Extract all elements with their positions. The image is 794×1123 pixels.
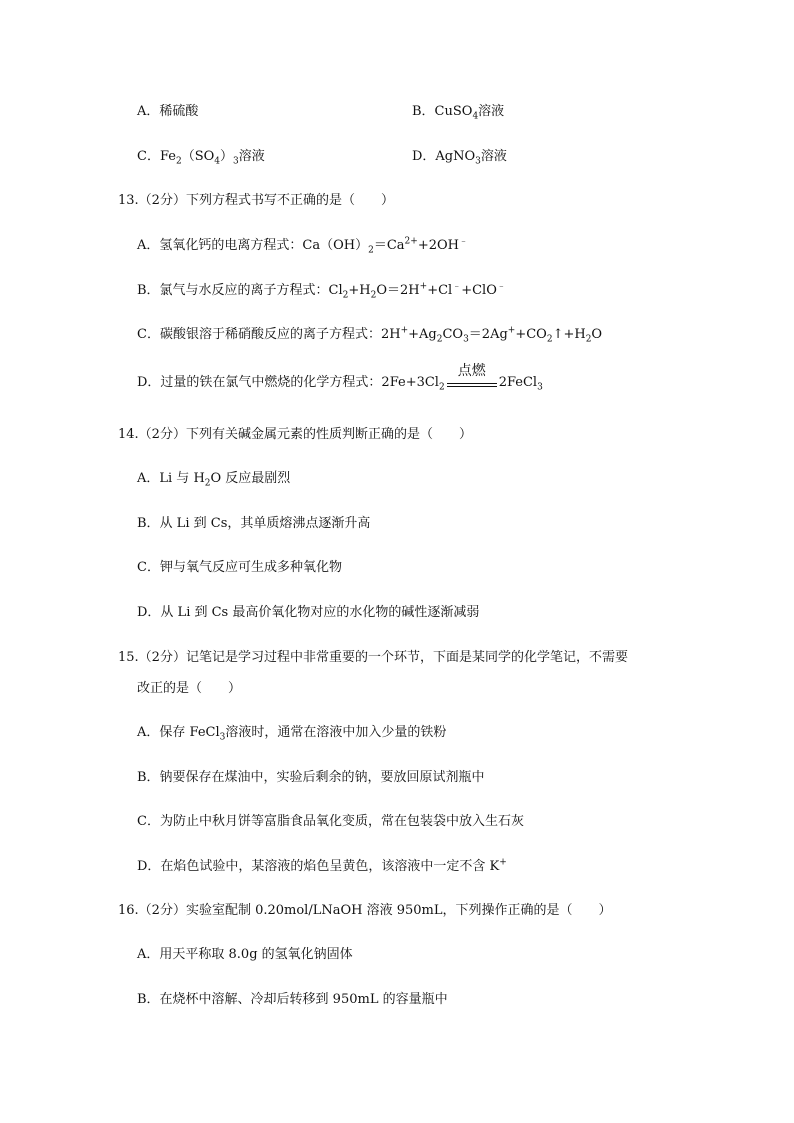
q12-option-c-text: C．Fe [137,149,176,164]
q16-option-a-text: A．用天平称取 8.0g 的氢氧化钠固体 [137,947,353,962]
q15-option-d [137,858,507,876]
q15-stem [118,649,628,667]
q13-option-b-mid1: +H [348,283,371,298]
q12-option-a-text: A．稀硫酸 [137,104,199,119]
subscript: 3 [475,156,481,167]
q12-option-b-text: B．CuSO [412,104,473,119]
q16-stem-text: 16.（2分）实验室配制 0.20mol/LNaOH 溶液 950mL，下列操作正确的是（ ） [118,903,612,918]
q15-option-a-text: A．保存 FeCl [137,725,220,740]
subscript: 2 [370,290,377,301]
q16-option-a [137,946,353,964]
superscript: + [507,325,516,336]
q12-option-c-mid: （SO [181,149,215,164]
q12-option-c-tail: 溶液 [238,149,265,164]
q13-option-c-mid1: +Ag [408,327,437,342]
q13-option-c-mid4: +CO [515,327,547,342]
q13-option-a-text: A．氢氧化钙的电离方程式：Ca（OH） [137,238,369,253]
q13-option-c-post: ↑+H [552,327,586,342]
q13-option-b-mid2: O＝2H [376,283,420,298]
q13-option-b-text: B．氯气与水反应的离子方程式：Cl [137,283,343,298]
q15-stem-line1: 15.（2分）记笔记是学习过程中非常重要的一个环节，下面是某同学的化学笔记，不需要 [118,650,628,665]
superscript: + [499,857,507,868]
q15-stem-line2: 改正的是（ ） [137,681,242,696]
q13-option-d [137,363,543,393]
superscript: ﹣ [452,281,462,292]
q16-option-b-text: B．在烧杯中溶解、冷却后转移到 950mL 的容量瓶中 [137,992,448,1007]
q12-option-a [137,103,198,121]
q12-option-b [412,103,504,121]
superscript: + [419,281,428,292]
q13-option-b [137,282,506,300]
q14-option-a [137,470,290,488]
superscript: 2+ [404,236,418,247]
q14-option-c-text: C．钾与氧气反应可生成多种氧化物 [137,560,342,575]
subscript: 3 [463,334,469,345]
superscript: ﹣ [496,281,506,292]
subscript: 2 [438,382,445,393]
q15-option-a [137,724,446,742]
q14-option-d-text: D．从 Li 到 Cs 最高价氧化物对应的水化物的碱性逐渐减弱 [137,605,480,620]
q15-option-b-text: B．钠要保存在煤油中，实验后剩余的钠，要放回原试剂瓶中 [137,770,485,785]
q13-option-c-text: C．碳酸银溶于稀硝酸反应的离子方程式：2H [137,327,401,342]
q15-option-c-text: C．为防止中秋月饼等富脂食品氧化变质，常在包装袋中放入生石灰 [137,814,524,829]
q14-option-a-text: A．Li 与 H [137,471,205,486]
q13-option-d-post: 2FeCl [498,375,538,390]
superscript: + [400,325,409,336]
q13-option-c-end: O [591,327,603,342]
equals-bar-top [447,383,497,384]
q13-option-d-text: D．过量的铁在氯气中燃烧的化学方程式：2Fe+3Cl [137,375,439,390]
subscript: 3 [233,156,239,167]
q13-option-b-mid4: +ClO [461,283,497,298]
q13-option-a-mid2: +2OH [417,238,459,253]
q14-option-c [137,559,342,577]
q13-option-b-mid3: +Cl [427,283,453,298]
q15-option-d-text: D．在焰色试验中，某溶液的焰色呈黄色，该溶液中一定不含 K [137,859,500,874]
subscript: 2 [585,334,592,345]
subscript: 4 [214,156,220,167]
q14-stem [118,426,472,444]
q15-option-a-tail: 溶液时，通常在溶液中加入少量的铁粉 [225,725,447,740]
reaction-condition-label: 点燃 [457,363,486,379]
subscript: 2 [368,245,374,256]
q14-option-a-tail: O 反应最剧烈 [210,471,291,486]
q16-stem [118,902,612,920]
subscript: 2 [436,334,443,345]
q14-option-b-text: B．从 Li 到 Cs，其单质熔沸点逐渐升高 [137,516,371,531]
equals-bar-bottom [447,386,497,387]
subscript: 3 [537,382,543,393]
subscript: 3 [219,732,226,743]
q13-option-c-mid2: CO [442,327,464,342]
q15-option-b [137,769,485,787]
q13-stem [118,192,394,210]
q14-option-d [137,604,479,622]
subscript: 2 [342,290,349,301]
subscript: 2 [175,156,182,167]
q12-option-d [412,148,507,166]
q13-option-a [137,237,468,255]
q15-stem-continued [137,680,241,698]
q15-option-c [137,813,524,831]
q12-option-b-tail: 溶液 [478,104,505,119]
q13-option-c-mid3: ＝2Ag [468,327,508,342]
q16-option-b [137,991,448,1009]
superscript: ﹣ [458,236,468,247]
q13-option-a-mid: ＝Ca [373,238,405,253]
subscript: 4 [472,111,479,122]
q12-option-c-mid2: ） [220,149,234,164]
q12-option-c [137,148,265,166]
q13-stem-text: 13.（2分）下列方程式书写不正确的是（ ） [118,193,394,208]
subscript: 2 [204,478,211,489]
q14-option-b [137,515,370,533]
reaction-condition-arrow [445,363,499,392]
q12-option-d-text: D．AgNO [412,149,476,164]
q14-stem-text: 14.（2分）下列有关碱金属元素的性质判断正确的是（ ） [118,427,472,442]
q13-option-c [137,326,602,344]
q12-option-d-tail: 溶液 [480,149,507,164]
subscript: 2 [546,334,553,345]
